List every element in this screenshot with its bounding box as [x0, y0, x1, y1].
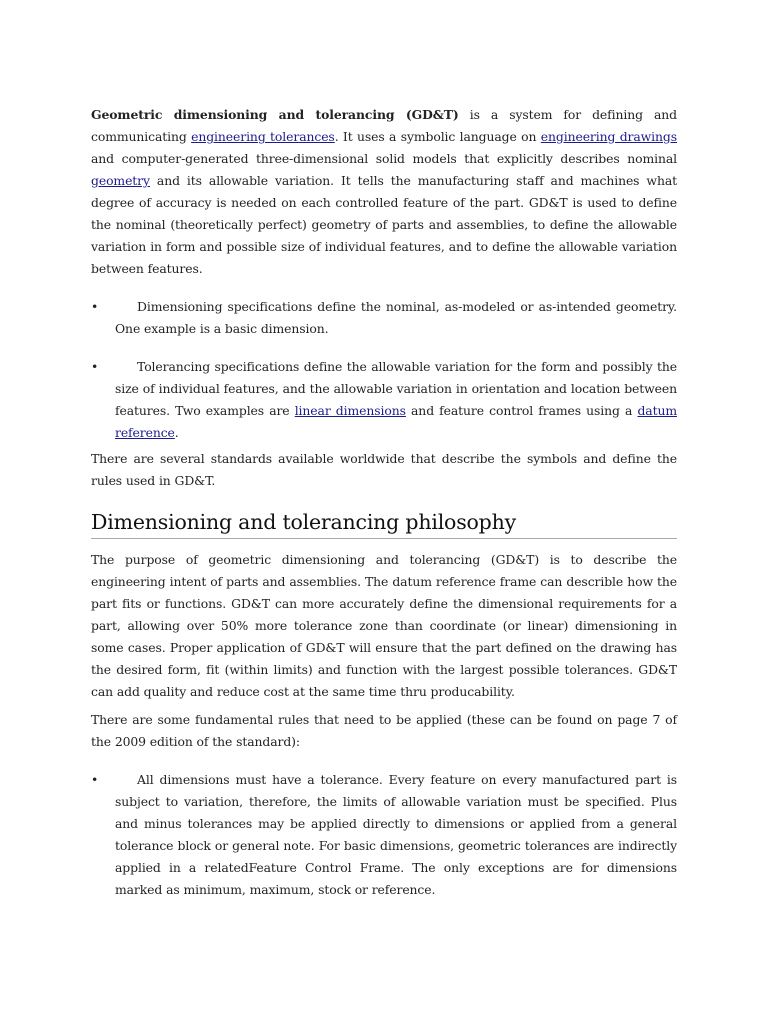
intro-text-3: and computer-generated three-dimensional solid models that explicitly describes nominal — [91, 151, 677, 166]
list-item-text: Dimensioning specifications define the nominal, as-modeled or as-intended geometry. One example is a basic dimension. — [115, 299, 677, 336]
intro-term: Geometric dimensioning and tolerancing (GD&T) — [91, 107, 459, 122]
link-geometry[interactable]: geometry — [91, 173, 150, 188]
list-item-text: All dimensions must have a tolerance. Every feature on every manufactured part is subject to variation, therefore, the limits of allowable variation must be specified. Plus and minus tolerances may be applied directly to dimensions or applied from a general tolerance block or general note. For basic dimensions, geometric tolerances are indirectly applied in a relatedFeature Control Frame. The only exceptions are for dimensions marked as minimum, maximum, stock or reference. — [115, 772, 677, 897]
bullet-icon: • — [91, 299, 99, 314]
document-page — [91, 104, 677, 917]
bullet-icon: • — [91, 772, 99, 787]
standards-paragraph: There are several standards available worldwide that describe the symbols and define the rules used in GD&T. — [91, 451, 677, 488]
link-engineering-drawings[interactable]: engineering drawings — [540, 129, 678, 144]
bullet-icon: • — [91, 359, 99, 374]
intro-paragraph — [91, 104, 677, 280]
list-item-text — [115, 356, 677, 444]
list-text-1: Tolerancing specifications define the allowable variation for the form and possibly the size of individual features, and the allowable variation in orientation and location between features. Two examples are — [115, 359, 677, 418]
philosophy-paragraph: The purpose of geometric dimensioning and tolerancing (GD&T) is to describe the engineering intent of parts and assemblies. The datum reference frame can describle how the part fits or functions. GD&T can more accurately define the dimensional requirements for a part, allowing over 50% more tolerance zone than coordinate (or linear) dimensioning in some cases. Proper application of GD&T will ensure that the part defined on the drawing has the desired form, fit (within limits) and function with the largest possible tolerances. GD&T can add quality and reduce cost at the same time thru producability. — [91, 552, 677, 699]
list-text-3: . — [174, 425, 179, 440]
rules-list — [91, 769, 677, 901]
intro-text-2: . It uses a symbolic language on — [334, 129, 541, 144]
list-text-2: and feature control frames using a — [405, 403, 638, 418]
rules-intro-paragraph: There are some fundamental rules that need to be applied (these can be found on page 7 of the 2009 edition of the standard): — [91, 712, 677, 749]
intro-text-1: is a system for defining and communicating — [91, 107, 677, 144]
list-item — [91, 769, 677, 901]
specifications-list — [91, 296, 677, 444]
intro-text-4: and its allowable variation. It tells the manufacturing staff and machines what degree of accuracy is needed on each controlled feature of the part. GD&T is used to define the nominal (theoretically perfect) geometry of parts and assemblies, to define the allowable variation in form and possible size of individual features, and to define the allowable variation between features. — [91, 173, 677, 276]
list-item — [91, 296, 677, 340]
link-datum-reference[interactable]: datum reference — [115, 403, 677, 440]
list-item — [91, 356, 677, 444]
link-linear-dimensions[interactable]: linear dimensions — [294, 403, 406, 418]
section-heading: Dimensioning and tolerancing philosophy — [91, 508, 677, 539]
link-engineering-tolerances[interactable]: engineering tolerances — [191, 129, 335, 144]
